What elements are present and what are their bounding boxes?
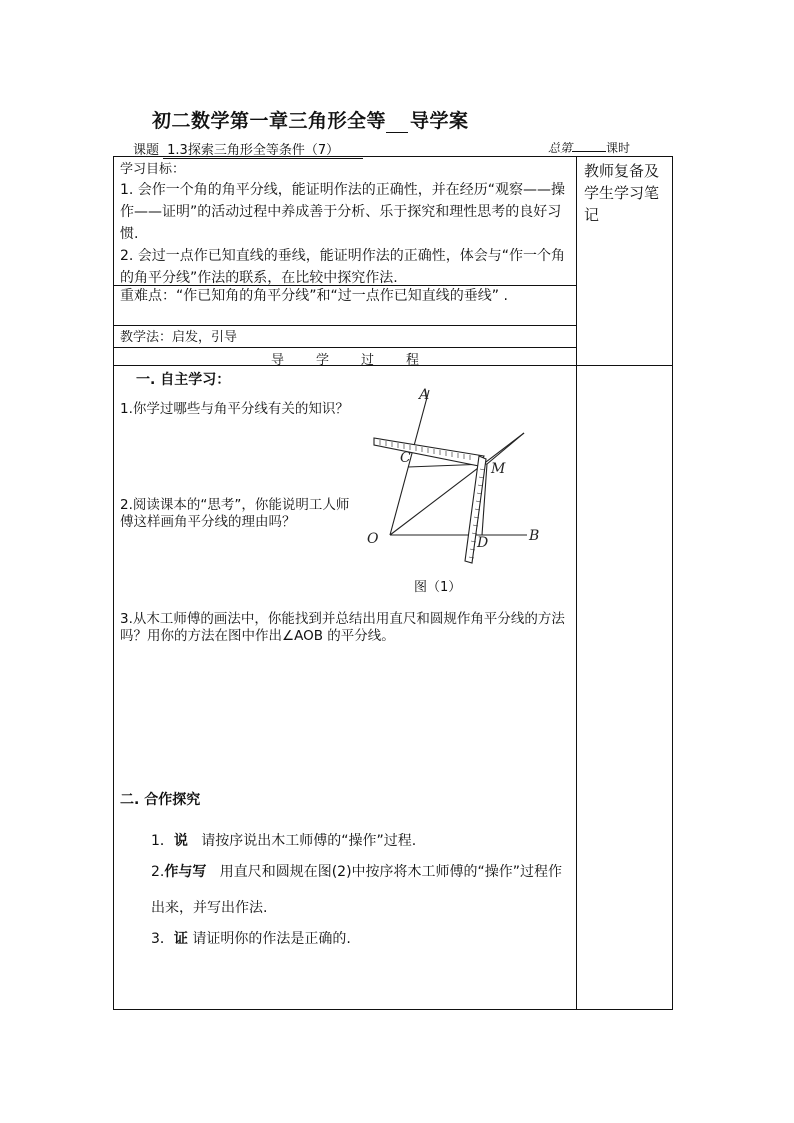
- guide-char: 导: [270, 353, 284, 368]
- title-suffix: 导学案: [410, 110, 469, 132]
- document-title: [152, 106, 469, 133]
- item-1-keyword: 说: [173, 833, 188, 849]
- self-study-title: 一. 自主学习：: [136, 372, 231, 388]
- item-2-number: 2.: [151, 864, 165, 880]
- objectives-cell: [120, 160, 570, 289]
- label-a: A: [419, 387, 430, 403]
- guide-char: 过: [361, 353, 375, 368]
- guide-char: 程: [406, 353, 420, 368]
- guide-process-heading: [114, 349, 576, 368]
- key-points: 重难点：“作已知角的角平分线”和“过一点作已知直线的垂线” .: [120, 288, 508, 304]
- objectives-heading: 学习目标：: [120, 162, 186, 177]
- question-2: 2.阅读课本的“思考”，你能说明工人师傅这样画角平分线的理由吗？: [120, 497, 350, 530]
- bisector-extension: [487, 433, 524, 464]
- cooperation-item-2: [151, 854, 571, 926]
- carpenter-square: [374, 438, 489, 563]
- figure-caption: 图（1）: [414, 580, 462, 595]
- label-d: D: [477, 535, 489, 551]
- teaching-method: 教学法：启发，引导: [120, 330, 238, 345]
- period-blank: [572, 139, 606, 152]
- question-3: 3.从木工师傅的画法中，你能找到并总结出用直尺和圆规作角平分线的方法吗？用你的方法在图中作出∠AOB 的平分线。: [120, 611, 565, 644]
- item-1-number: 1．: [151, 833, 174, 849]
- label-o: O: [367, 531, 379, 547]
- question-1: 1.你学过哪些与角平分线有关的知识？: [120, 401, 349, 417]
- period-label-2: 课时: [606, 141, 631, 155]
- title-main: 初二数学第一章三角形全等: [152, 110, 387, 132]
- label-c: C: [400, 450, 411, 466]
- notes-column-heading: 教师复备及学生学习笔记: [584, 162, 660, 224]
- label-m: M: [491, 461, 506, 477]
- objective-2: 2. 会过一点作已知直线的垂线，能证明作法的正确性，体会与“作一个角的角平分线”作法的联系，在比较中探究作法.: [120, 248, 566, 286]
- title-blank: [386, 114, 408, 133]
- cooperation-title: 二. 合作探究: [120, 792, 201, 808]
- cooperation-item-3: [151, 921, 571, 957]
- item-3-text: 请证明你的作法是正确的.: [192, 931, 351, 947]
- square-arm-horizontal: [374, 438, 484, 466]
- lesson-label: 课题: [133, 143, 160, 158]
- column-divider: [576, 157, 577, 1009]
- item-3-number: 3．: [151, 931, 174, 947]
- period-row: [548, 139, 630, 156]
- row-divider-method: [114, 347, 576, 348]
- lesson-table: [113, 156, 673, 1010]
- guide-char: 学: [315, 353, 329, 368]
- row-divider-keypoints: [114, 325, 576, 326]
- lesson-name: 1.3探索三角形全等条件（7）: [163, 143, 363, 159]
- item-3-keyword: 证: [173, 931, 188, 947]
- item-1-text: 请按序说出木工师傅的“操作”过程.: [201, 833, 417, 849]
- objective-1: 1. 会作一个角的角平分线，能证明作法的正确性，并在经历“观察——操作——证明”的活动过程中养成善于分析、乐于探究和理性思考的良好习惯.: [120, 182, 566, 242]
- item-2-keyword: 作与写: [164, 864, 207, 880]
- angle-bisector-figure: [364, 385, 564, 575]
- item-2-text: 用直尺和圆规在图(2)中按序将木工师傅的“操作”过程作出来，并写出作法.: [151, 864, 563, 916]
- label-b: B: [529, 528, 540, 544]
- period-label-1: 总第: [548, 141, 573, 155]
